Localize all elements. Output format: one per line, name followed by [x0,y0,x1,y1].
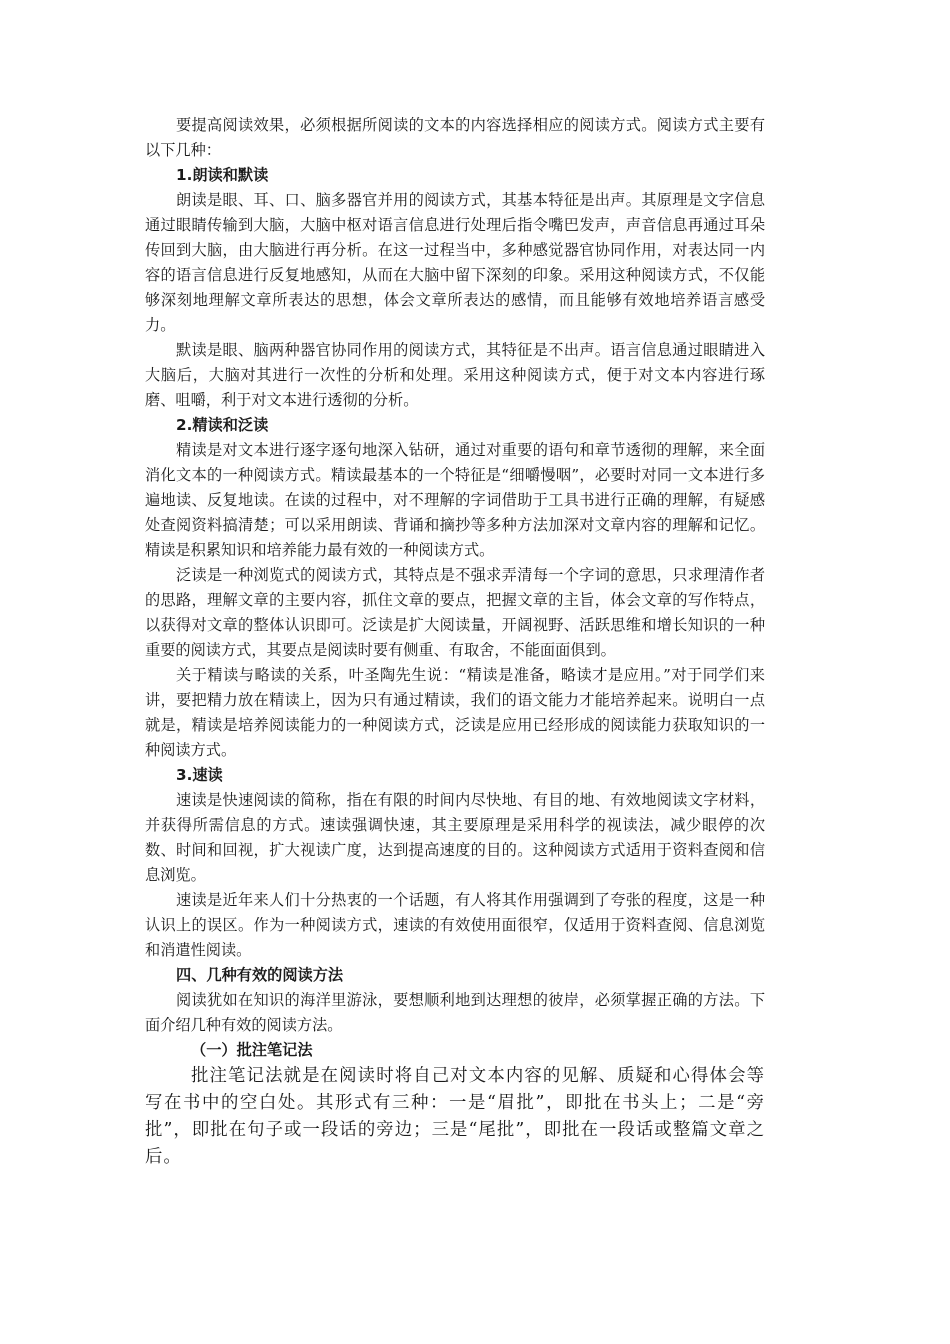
paragraph-intensive-reading: 精读是对文本进行逐字逐句地深入钻研，通过对重要的语句和章节透彻的理解，来全面消化文本的一种阅读方式。精读最基本的一个特征是“细嚼慢咽”，必要时对同一文本进行多遍地读、反复地读。在读的过程中，对不理解的字词借助于工具书进行正确的理解，有疑感处查阅资料搞清楚；可以采用朗读、背诵和摘抄等多种方法加深对文章内容的理解和记忆。精读是积累知识和培养能力最有效的一种阅读方式。 [145,441,765,559]
section-heading-2: 2.精读和泛读 [176,416,269,434]
paragraph-silent-reading: 默读是眼、脑两种器官协同作用的阅读方式，其特征是不出声。语言信息通过眼睛进入大脑后，大脑对其进行一次性的分析和处理。采用这种阅读方式，便于对文本内容进行琢磨、咀嚼，利于对文本进行透彻的分析。 [145,341,765,409]
section-heading-3: 3.速读 [176,766,223,784]
subsection-heading-annotation: （一）批注笔记法 [191,1041,313,1059]
paragraph-extensive-reading: 泛读是一种浏览式的阅读方式，其特点是不强求弄清每一个字词的意思，只求理清作者的思路，理解文章的主要内容，抓住文章的要点，把握文章的主旨，体会文章的写作特点，以获得对文章的整体认识即可。泛读是扩大阅读量，开阔视野、活跃思维和增长知识的一种重要的阅读方式，其要点是阅读时要有侧重、有取舍，不能面面俱到。 [145,566,765,659]
paragraph-annotation-method: 批注笔记法就是在阅读时将自己对文本内容的见解、质疑和心得体会等写在书中的空白处。其形式有三种：一是“眉批”，即批在书头上；二是“旁批”，即批在句子或一段话的旁边；三是“尾批”，即批在一段话或整篇文章之后。 [145,1066,765,1167]
paragraph-reading-aloud: 朗读是眼、耳、口、脑多器官并用的阅读方式，其基本特征是出声。其原理是文字信息通过眼睛传输到大脑，大脑中枢对语言信息进行处理后指令嘴巴发声，声音信息再通过耳朵传回到大脑，由大脑进行再分析。在这一过程当中，多种感觉器官协同作用，对表达同一内容的语言信息进行反复地感知，从而在大脑中留下深刻的印象。采用这种阅读方式，不仅能够深刻地理解文章所表达的思想，体会文章所表达的感情，而且能够有效地培养语言感受力。 [145,191,765,334]
section-heading-1: 1.朗读和默读 [176,166,269,184]
paragraph-methods-intro: 阅读犹如在知识的海洋里游泳，要想顺利地到达理想的彼岸，必须掌握正确的方法。下面介绍几种有效的阅读方法。 [145,991,765,1034]
intro-paragraph: 要提高阅读效果，必须根据所阅读的文本的内容选择相应的阅读方式。阅读方式主要有以下几种： [145,116,765,159]
document-page [145,113,765,1171]
paragraph-speed-reading-misconception: 速读是近年来人们十分热衷的一个话题，有人将其作用强调到了夸张的程度，这是一种认识上的误区。作为一种阅读方式，速读的有效使用面很窄，仅适用于资料查阅、信息浏览和消遣性阅读。 [145,891,765,959]
paragraph-speed-reading: 速读是快速阅读的简称，指在有限的时间内尽快地、有目的地、有效地阅读文字材料，并获得所需信息的方式。速读强调快速，其主要原理是采用科学的视读法，减少眼停的次数、时间和回视，扩大视读广度，达到提高速度的目的。这种阅读方式适用于资料查阅和信息浏览。 [145,791,765,884]
paragraph-relationship: 关于精读与略读的关系，叶圣陶先生说：“精读是准备，略读才是应用。”对于同学们来讲，要把精力放在精读上，因为只有通过精读，我们的语文能力才能培养起来。说明白一点就是，精读是培养阅读能力的一种阅读方式，泛读是应用已经形成的阅读能力获取知识的一种阅读方式。 [145,666,765,759]
section-heading-4: 四、几种有效的阅读方法 [176,966,344,984]
